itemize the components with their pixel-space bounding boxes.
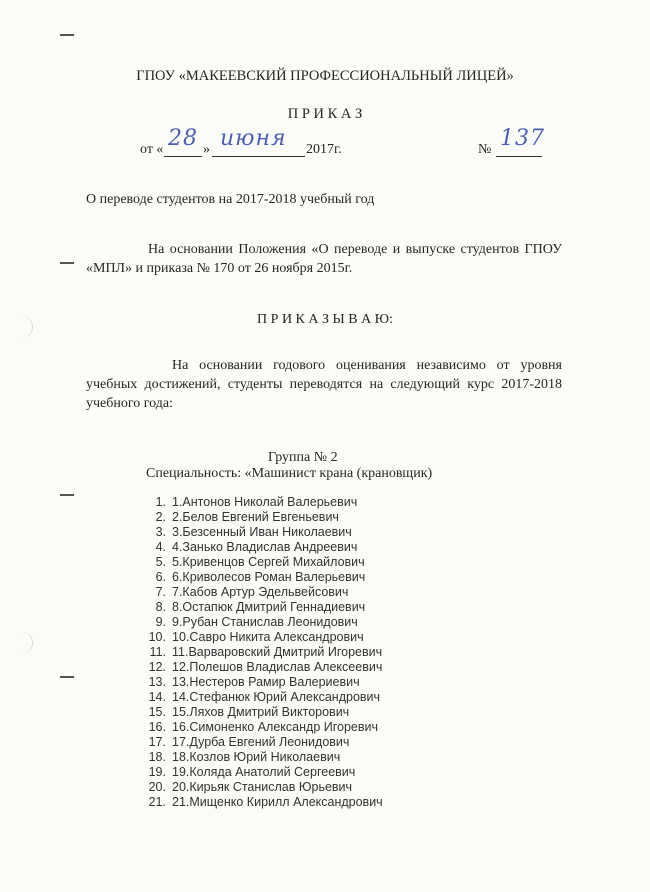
list-item <box>140 795 383 810</box>
list-item <box>140 600 383 615</box>
list-item-student-name: 9.Рубан Станислав Леонидович <box>172 615 358 629</box>
scan-tick-mark <box>60 494 74 496</box>
list-item <box>140 750 383 765</box>
list-item <box>140 495 383 510</box>
list-item-number: 19. <box>148 765 166 779</box>
list-item-student-name: 2.Белов Евгений Евгеньевич <box>172 510 339 524</box>
list-item-number: 7. <box>155 585 166 599</box>
scan-tick-mark <box>60 676 74 678</box>
list-item-number: 18. <box>148 750 166 764</box>
list-item-student-name: 5.Кривенцов Сергей Михайлович <box>172 555 365 569</box>
list-item-number: 9. <box>155 615 166 629</box>
order-number-label: № <box>478 142 492 157</box>
list-item <box>140 510 383 525</box>
organization-name: ГПОУ «МАКЕЕВСКИЙ ПРОФЕССИОНАЛЬНЫЙ ЛИЦЕЙ» <box>136 68 514 84</box>
list-item <box>140 675 383 690</box>
date-year: 2017г. <box>306 142 342 157</box>
order-directive-heading: П Р И К А З Ы В А Ю: <box>257 312 393 327</box>
date-month-handwritten: июня <box>220 126 287 151</box>
list-item-student-name: 15.Ляхов Дмитрий Викторович <box>172 705 350 719</box>
list-item-number: 21. <box>148 795 166 809</box>
scan-tick-mark <box>60 262 74 264</box>
order-decision-paragraph: На основании годового оценивания независимо от уровня учебных достижений, студенты переводятся на следующий курс 2017-2018 учебного года: <box>86 358 562 411</box>
order-basis-paragraph: На основании Положения «О переводе и выпуске студентов ГПОУ «МПЛ» и приказа № 170 от 26 ноября 2015г. <box>86 242 562 276</box>
hole-punch-mark <box>16 632 33 654</box>
list-item-student-name: 6.Криволесов Роман Валерьевич <box>172 570 366 584</box>
list-item <box>140 660 383 675</box>
list-item <box>140 690 383 705</box>
list-item-student-name: 16.Симоненко Александр Игоревич <box>172 720 378 734</box>
list-item-student-name: 10.Савро Никита Александрович <box>172 630 364 644</box>
date-prefix: от « <box>140 142 164 157</box>
order-subject: О переводе студентов на 2017-2018 учебный год <box>86 192 375 207</box>
list-item-student-name: 19.Коляда Анатолий Сергеевич <box>172 765 356 779</box>
list-item <box>140 615 383 630</box>
order-number-underline <box>496 156 542 157</box>
list-item <box>140 780 383 795</box>
list-item <box>140 570 383 585</box>
list-item-student-name: 3.Безсенный Иван Николаевич <box>172 525 352 539</box>
list-item <box>140 630 383 645</box>
list-item-student-name: 21.Мищенко Кирилл Александрович <box>172 795 383 809</box>
list-item <box>140 720 383 735</box>
list-item-number: 14. <box>148 690 166 704</box>
student-list <box>140 495 383 810</box>
list-item-number: 3. <box>155 525 166 539</box>
list-item-number: 4. <box>155 540 166 554</box>
list-item-number: 13. <box>148 675 166 689</box>
date-month-underline <box>212 156 305 157</box>
list-item-student-name: 1.Антонов Николай Валерьевич <box>172 495 358 509</box>
date-day-handwritten: 28 <box>168 126 198 151</box>
list-item <box>140 525 383 540</box>
list-item-number: 20. <box>148 780 166 794</box>
list-item-number: 12. <box>148 660 166 674</box>
date-day-underline <box>164 156 202 157</box>
list-item-number: 15. <box>148 705 166 719</box>
list-item-number: 16. <box>148 720 166 734</box>
list-item-number: 8. <box>155 600 166 614</box>
list-item <box>140 540 383 555</box>
list-item <box>140 765 383 780</box>
list-item <box>140 735 383 750</box>
date-mid: » <box>203 142 210 157</box>
list-item-number: 11. <box>149 645 166 659</box>
scan-tick-mark <box>60 34 74 36</box>
list-item-number: 2. <box>155 510 166 524</box>
list-item-number: 1. <box>155 495 166 509</box>
order-number-handwritten: 137 <box>500 126 545 151</box>
list-item <box>140 585 383 600</box>
list-item-student-name: 17.Дурба Евгений Леонидович <box>172 735 350 749</box>
list-item <box>140 555 383 570</box>
list-item-student-name: 4.Занько Владислав Андреевич <box>172 540 358 554</box>
list-item-number: 17. <box>148 735 166 749</box>
group-heading: Группа № 2 <box>268 450 338 465</box>
document-title: П Р И К А З <box>287 106 363 122</box>
list-item-number: 6. <box>155 570 166 584</box>
list-item-student-name: 20.Кирьяк Станислав Юрьевич <box>172 780 353 794</box>
list-item-student-name: 8.Остапюк Дмитрий Геннадиевич <box>172 600 366 614</box>
list-item-student-name: 12.Полешов Владислав Алексеевич <box>172 660 383 674</box>
list-item-student-name: 14.Стефанюк Юрий Александрович <box>172 690 381 704</box>
list-item-student-name: 13.Нестеров Рамир Валериевич <box>172 675 360 689</box>
list-item-number: 5. <box>155 555 166 569</box>
list-item-number: 10. <box>148 630 166 644</box>
list-item <box>140 645 383 660</box>
specialty-heading: Специальность: «Машинист крана (крановщик) <box>146 466 433 481</box>
list-item <box>140 705 383 720</box>
list-item-student-name: 7.Кабов Артур Эдельвейсович <box>172 585 349 599</box>
list-item-student-name: 11.Варваровский Дмитрий Игоревич <box>172 645 383 659</box>
list-item-student-name: 18.Козлов Юрий Николаевич <box>172 750 341 764</box>
